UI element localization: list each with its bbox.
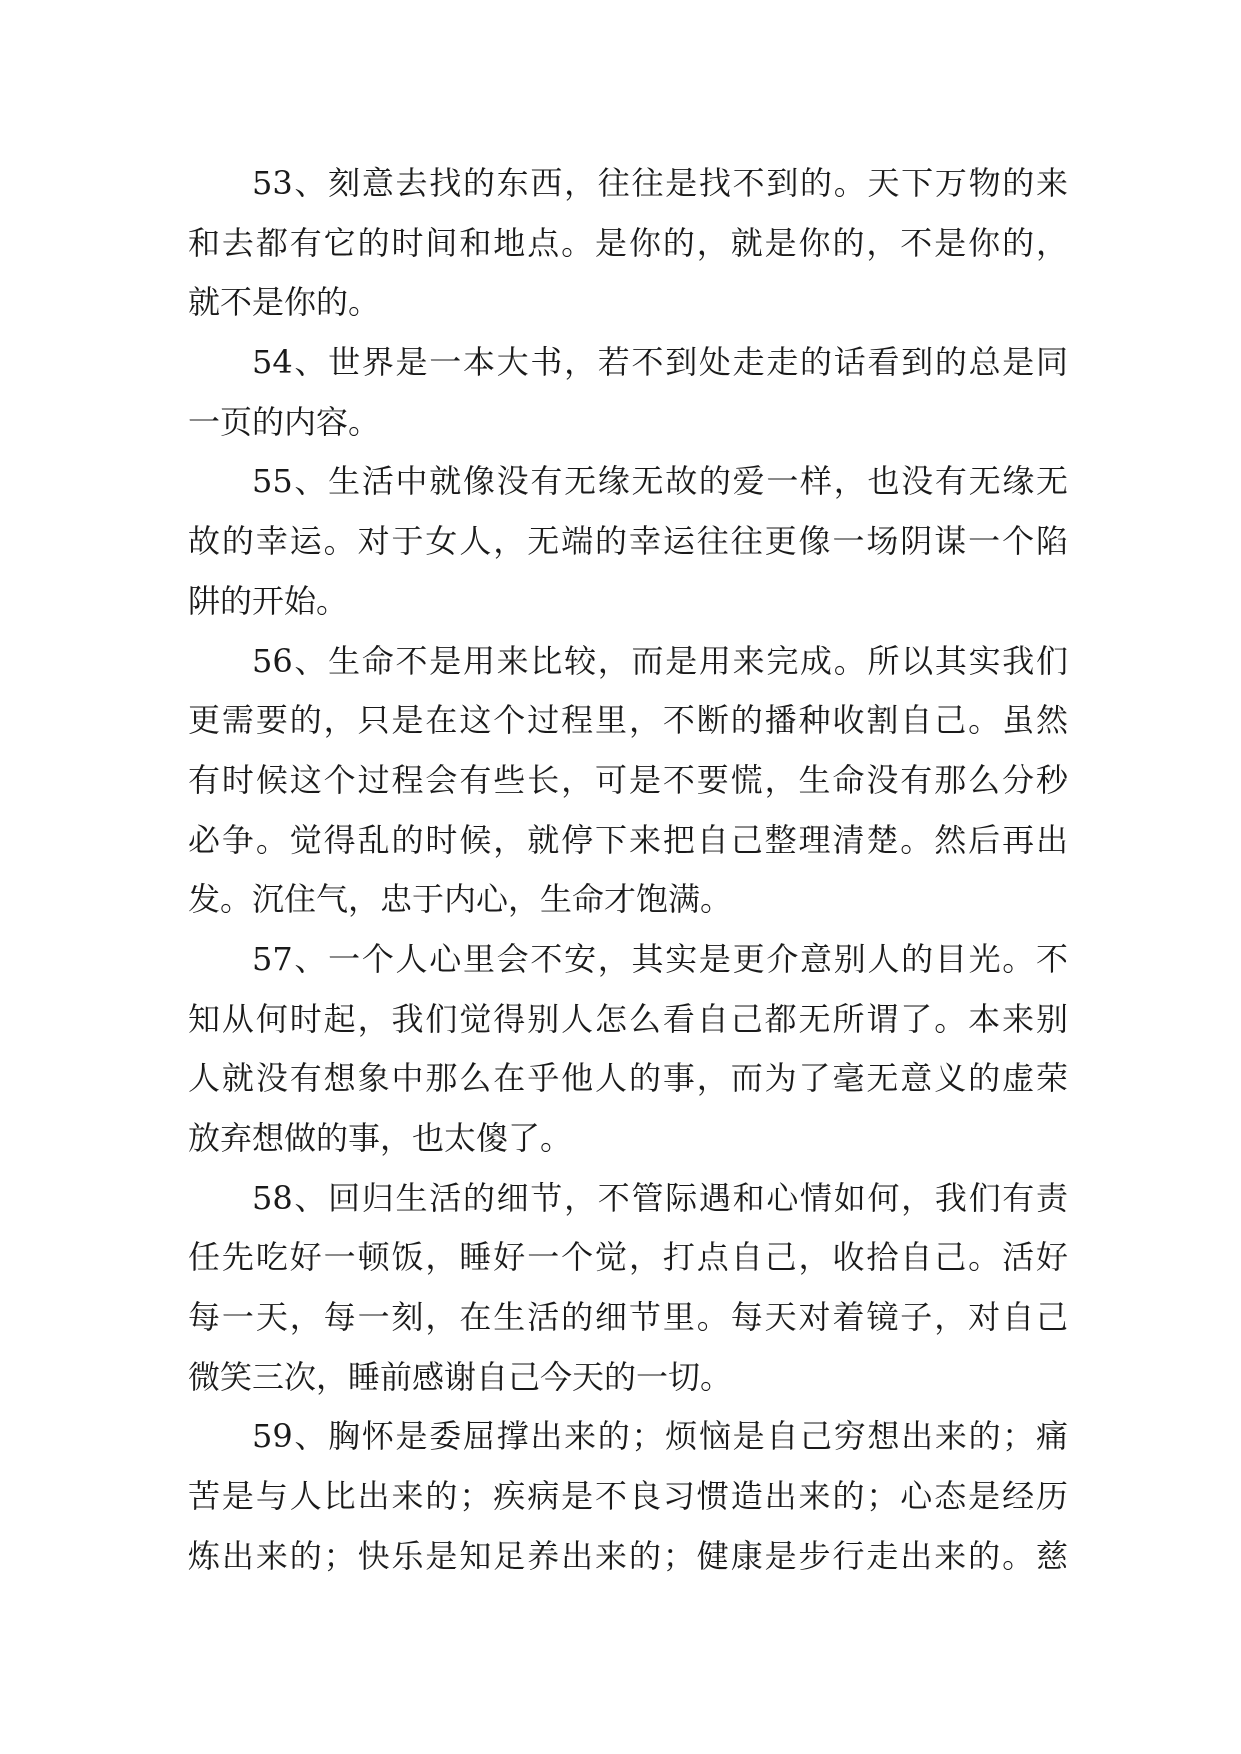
paragraph-55 xyxy=(188,452,1068,631)
document-body xyxy=(188,154,1068,1587)
text-line: 放弃想做的事，也太傻了。 xyxy=(188,1119,573,1157)
paragraph-53 xyxy=(188,154,1068,333)
text-line: 有时候这个过程会有些长，可是不要慌，生命没有那么分秒 xyxy=(188,760,1068,799)
text-line: 更需要的，只是在这个过程里，不断的播种收割自己。虽然 xyxy=(188,701,1068,740)
text-line: 故的幸运。对于女人，无端的幸运往往更像一场阴谋一个陷 xyxy=(188,522,1068,561)
text-line: 人就没有想象中那么在乎他人的事，而为了毫无意义的虚荣 xyxy=(188,1059,1068,1098)
text-line: 55、生活中就像没有无缘无故的爱一样，也没有无缘无 xyxy=(252,462,1068,501)
text-line: 每一天，每一刻，在生活的细节里。每天对着镜子，对自己 xyxy=(188,1298,1068,1337)
text-line: 就不是你的。 xyxy=(188,283,381,322)
paragraph-57 xyxy=(188,930,1068,1169)
text-line: 58、回归生活的细节，不管际遇和心情如何，我们有责 xyxy=(252,1178,1068,1217)
text-line: 炼出来的；快乐是知足养出来的；健康是步行走出来的。慈 xyxy=(188,1536,1068,1575)
text-line: 发。沉住气，忠于内心，生命才饱满。 xyxy=(188,880,733,919)
text-line: 任先吃好一顿饭，睡好一个觉，打点自己，收拾自己。活好 xyxy=(188,1238,1068,1277)
text-line: 微笑三次，睡前感谢自己今天的一切。 xyxy=(188,1357,733,1396)
text-line: 知从何时起，我们觉得别人怎么看自己都无所谓了。本来别 xyxy=(188,999,1068,1038)
text-line: 56、生命不是用来比较，而是用来完成。所以其实我们 xyxy=(252,641,1068,680)
paragraph-58 xyxy=(188,1169,1068,1408)
text-line: 一页的内容。 xyxy=(188,402,381,441)
text-line: 53、刻意去找的东西，往往是找不到的。天下万物的来 xyxy=(252,164,1068,202)
text-line: 57、一个人心里会不安，其实是更介意别人的目光。不 xyxy=(252,939,1068,978)
paragraph-54 xyxy=(188,333,1068,452)
paragraph-59 xyxy=(188,1407,1068,1586)
text-line: 54、世界是一本大书，若不到处走走的话看到的总是同 xyxy=(252,343,1068,382)
text-line: 59、胸怀是委屈撑出来的；烦恼是自己穷想出来的；痛 xyxy=(252,1417,1068,1456)
text-line: 必争。觉得乱的时候，就停下来把自己整理清楚。然后再出 xyxy=(188,820,1068,859)
paragraph-56 xyxy=(188,632,1068,930)
text-line: 和去都有它的时间和地点。是你的，就是你的，不是你的， xyxy=(188,223,1068,262)
text-line: 苦是与人比出来的；疾病是不良习惯造出来的；心态是经历 xyxy=(188,1477,1068,1516)
text-line: 阱的开始。 xyxy=(188,581,349,620)
